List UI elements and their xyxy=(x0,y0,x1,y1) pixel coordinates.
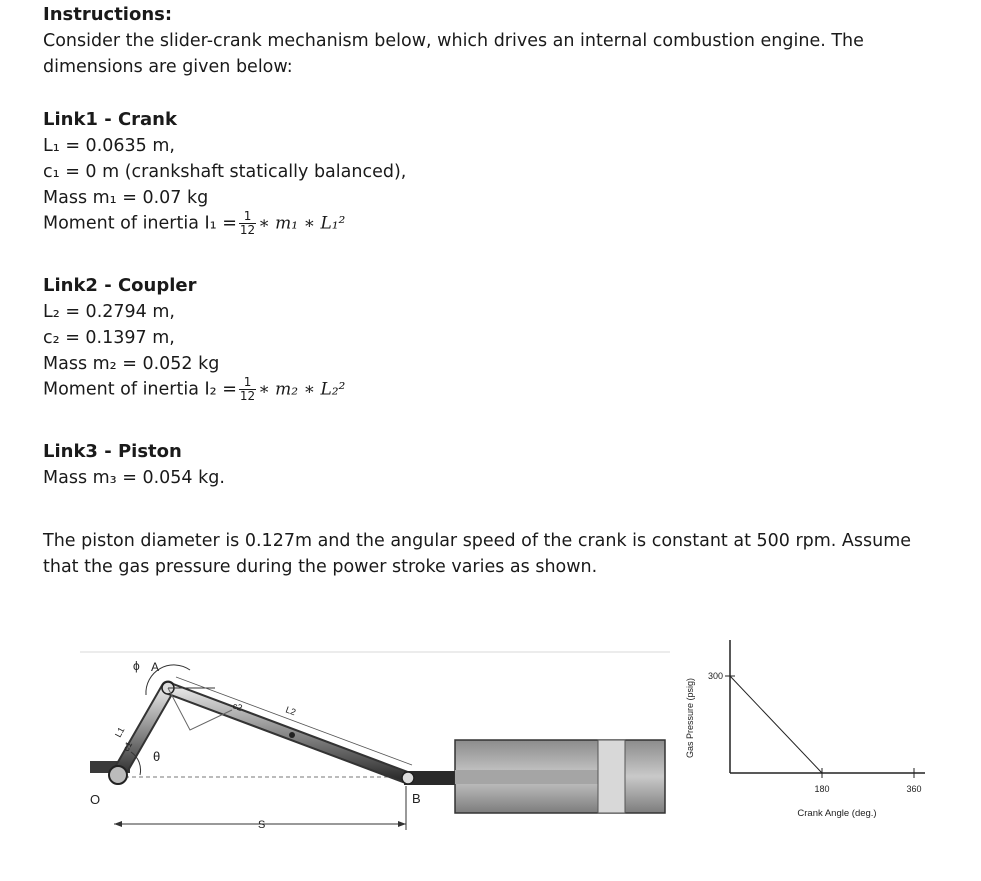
fraction-denominator: 12 xyxy=(239,223,256,237)
joint-B xyxy=(402,772,414,784)
closing-line-2: that the gas pressure during the power stroke varies as shown. xyxy=(43,557,598,577)
phi-label: ϕ xyxy=(133,659,140,673)
gas-pressure-chart xyxy=(680,630,940,830)
link2-inertia-fraction xyxy=(239,376,256,403)
link2-length: L₂ = 0.2794 m, xyxy=(43,302,175,322)
fraction-numerator: 1 xyxy=(239,376,256,390)
coupler-cg-mark xyxy=(289,732,295,738)
intro-line-2: dimensions are given below: xyxy=(43,57,293,77)
link1-heading: Link1 - Crank xyxy=(43,109,177,130)
theta-label: θ xyxy=(153,749,161,764)
link1-cg: c₁ = 0 m (crankshaft statically balanced), xyxy=(43,162,407,182)
S-label: S xyxy=(258,819,266,831)
y-axis-label: Gas Pressure (psig) xyxy=(685,677,695,759)
link1-inertia-fraction xyxy=(239,210,256,237)
closing-line-1: The piston diameter is 0.127m and the angular speed of the crank is constant at 500 rpm. Assume xyxy=(43,531,912,551)
link2-heading: Link2 - Coupler xyxy=(43,275,197,296)
link2-inertia-label: Moment of inertia I₂ = xyxy=(43,379,237,400)
x-axis-label: Crank Angle (deg.) xyxy=(797,808,877,819)
instructions-heading: Instructions: xyxy=(43,4,173,25)
link3-heading: Link3 - Piston xyxy=(43,441,182,462)
point-B-label: B xyxy=(412,791,421,806)
slider-crank-diagram xyxy=(0,640,680,840)
link1-inertia xyxy=(43,210,345,237)
link2-inertia-expression: ∗ m₂ ∗ L₂² xyxy=(258,379,346,400)
x-tick-180: 180 xyxy=(814,784,830,794)
c1-label: c1 xyxy=(120,739,135,753)
point-A-label: A xyxy=(151,660,160,674)
link1-length: L₁ = 0.0635 m, xyxy=(43,136,175,156)
piston-head xyxy=(598,740,625,813)
link1-inertia-label: Moment of inertia I₁ = xyxy=(43,213,237,234)
fraction-numerator: 1 xyxy=(239,210,256,224)
fraction-denominator: 12 xyxy=(239,389,256,403)
pressure-series-line xyxy=(730,676,822,773)
L1-label: L1 xyxy=(112,725,127,739)
intro-line-1: Consider the slider-crank mechanism below, which drives an internal combustion engine. The xyxy=(43,31,864,51)
c2-label: c2 xyxy=(231,700,244,714)
crank-pivot-O xyxy=(109,766,127,784)
link3-mass: Mass m₃ = 0.054 kg. xyxy=(43,468,225,488)
link1-mass: Mass m₁ = 0.07 kg xyxy=(43,188,209,208)
link2-mass: Mass m₂ = 0.052 kg xyxy=(43,354,220,374)
link1-inertia-expression: ∗ m₁ ∗ L₁² xyxy=(258,213,346,234)
x-tick-360: 360 xyxy=(906,784,922,794)
dimension-L2 xyxy=(176,677,412,765)
L2-label: L2 xyxy=(284,704,298,718)
link2-inertia xyxy=(43,376,345,403)
point-O-label: O xyxy=(90,792,101,807)
link2-cg: c₂ = 0.1397 m, xyxy=(43,328,175,348)
y-tick-300: 300 xyxy=(707,671,723,681)
